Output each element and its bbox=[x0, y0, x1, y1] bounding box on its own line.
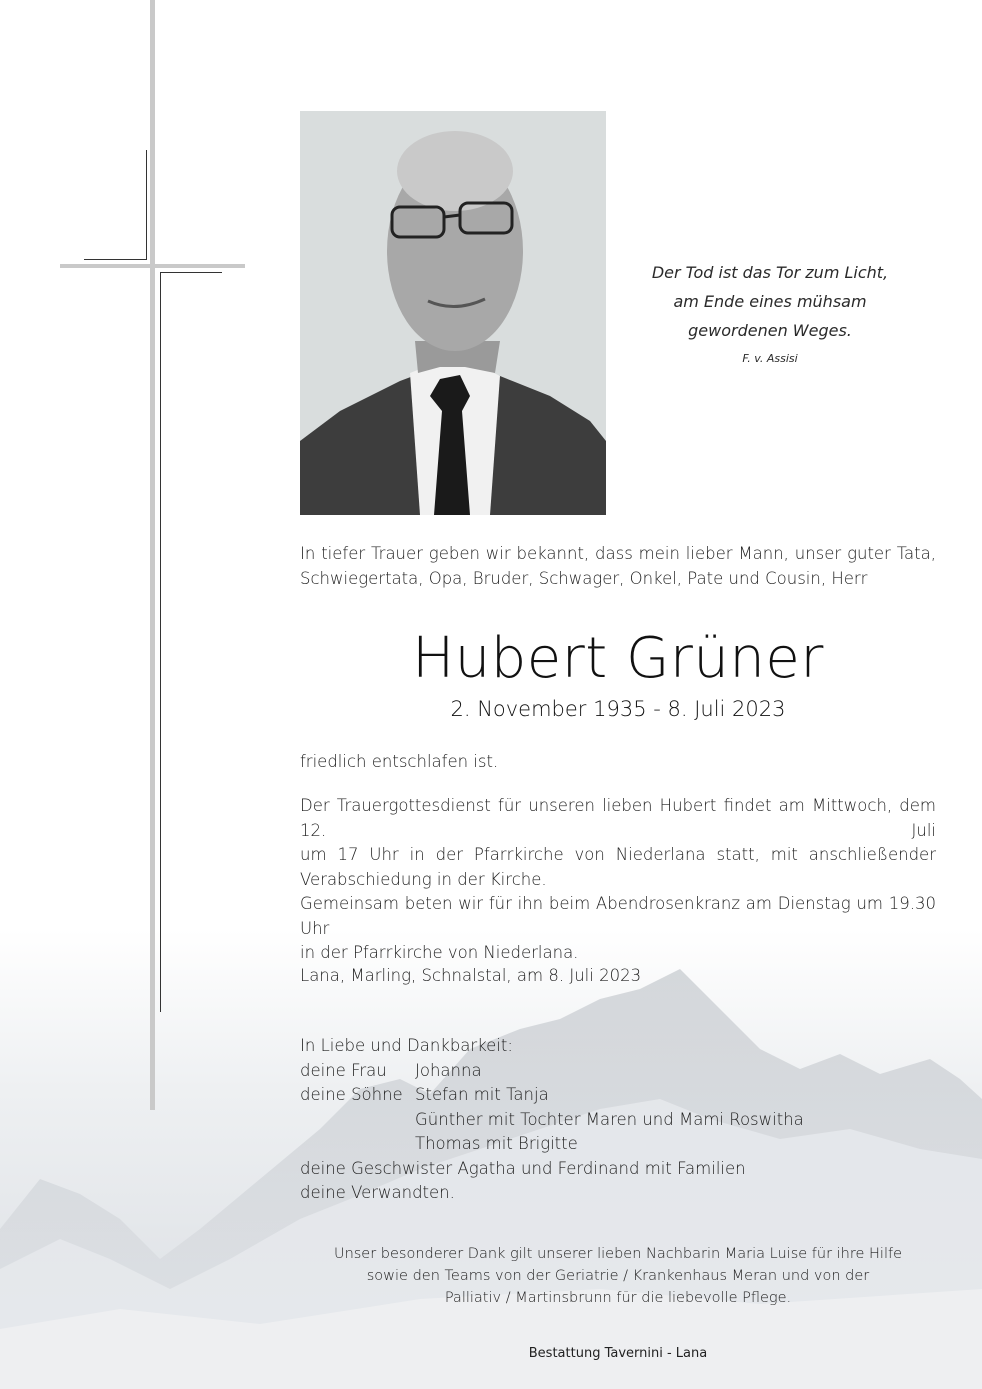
thanks-line: Palliativ / Martinsbrunn für die liebevolle Pflege. bbox=[444, 1290, 792, 1306]
service-line: Der Trauergottesdienst für unseren lieben Hubert findet am Mittwoch, dem 12. Juli bbox=[300, 796, 936, 840]
quote-line: am Ende eines mühsam bbox=[673, 292, 867, 311]
service-line: Verabschiedung in der Kirche. bbox=[300, 869, 547, 889]
quote bbox=[620, 258, 920, 369]
service-line: in der Pfarrkirche von Niederlana. bbox=[300, 943, 579, 962]
family-row bbox=[300, 1059, 936, 1084]
quote-line: gewordenen Weges. bbox=[688, 321, 852, 340]
family-relation bbox=[300, 1132, 415, 1157]
thanks-line: Unser besonderer Dank gilt unserer lieben Nachbarin Maria Luise für ihre Hilfe bbox=[333, 1246, 903, 1262]
intro-line: In tiefer Trauer geben wir bekannt, dass mein lieber Mann, unser guter Tata, bbox=[300, 544, 936, 563]
intro-line: Schwiegertata, Opa, Bruder, Schwager, Onkel, Pate und Cousin, Herr bbox=[300, 568, 868, 588]
family-relation: deine Söhne bbox=[300, 1085, 403, 1104]
portrait-photo bbox=[300, 111, 606, 515]
family-row bbox=[300, 1083, 936, 1108]
family-row bbox=[300, 1108, 936, 1133]
undertaker: Bestattung Tavernini - Lana bbox=[528, 1346, 708, 1361]
passing-text: friedlich entschlafen ist. bbox=[300, 752, 499, 771]
service-text bbox=[300, 794, 936, 966]
service-line: um 17 Uhr in der Pfarrkirche von Niederlana statt, mit anschließender bbox=[300, 845, 936, 864]
family-relation: deine Frau bbox=[300, 1060, 387, 1080]
family-list bbox=[300, 1034, 936, 1206]
family-names: Günther mit Tochter Maren und Mami Roswitha bbox=[415, 1109, 804, 1129]
intro-text bbox=[300, 542, 936, 591]
deceased-dates: 2. November 1935 - 8. Juli 2023 bbox=[450, 697, 786, 721]
place-date: Lana, Marling, Schnalstal, am 8. Juli 2023 bbox=[300, 966, 642, 985]
family-siblings: deine Geschwister Agatha und Ferdinand mit Familien bbox=[300, 1158, 746, 1178]
family-heading: In Liebe und Dankbarkeit: bbox=[300, 1036, 513, 1055]
quote-line: Der Tod ist das Tor zum Licht, bbox=[651, 263, 889, 282]
family-names: Thomas mit Brigitte bbox=[415, 1134, 578, 1153]
thanks-line: sowie den Teams von der Geriatrie / Krankenhaus Meran und von der bbox=[366, 1268, 870, 1284]
family-relatives: deine Verwandten. bbox=[300, 1183, 455, 1202]
family-names: Stefan mit Tanja bbox=[415, 1085, 549, 1104]
deceased-name: Hubert Grüner bbox=[412, 626, 824, 691]
service-line: Gemeinsam beten wir für ihn beim Abendrosenkranz am Dienstag um 19.30 Uhr bbox=[300, 894, 936, 938]
family-relation bbox=[300, 1108, 415, 1133]
family-row bbox=[300, 1132, 936, 1157]
thanks-text bbox=[300, 1243, 936, 1309]
quote-author: F. v. Assisi bbox=[742, 352, 798, 365]
family-names: Johanna bbox=[415, 1060, 482, 1080]
